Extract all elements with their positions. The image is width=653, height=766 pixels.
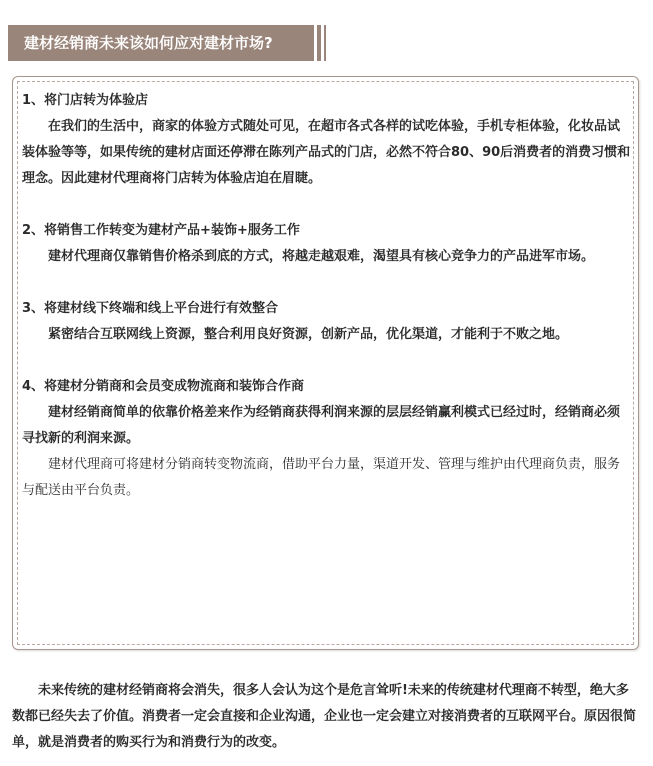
header-stripe xyxy=(317,25,321,61)
page-title: 建材经销商未来该如何应对建材市场? xyxy=(24,34,273,52)
section-paragraph: 建材代理商仅靠销售价格杀到底的方式，将越走越艰难，渴望具有核心竞争力的产品进军市场。 xyxy=(48,249,595,264)
section-title-1: 1、将门店转为体验店 xyxy=(22,93,149,108)
section-header xyxy=(8,25,326,61)
section-title-3: 3、将建材线下终端和线上平台进行有效整合 xyxy=(22,301,279,316)
header-stripe xyxy=(324,25,326,61)
section-paragraph: 紧密结合互联网线上资源，整合利用良好资源，创新产品，优化渠道，才能利于不败之地。 xyxy=(48,327,569,342)
closing-paragraph: 未来传统的建材经销商将会消失，很多人会认为这个是危言耸听!未来的传统建材代理商不转型，绝大多数都已经失去了价值。消费者一定会直接和企业沟通，企业也一定会建立对接消费者的互联网平台。原因很简单，就是消费者的购买行为和消费行为的改变。 xyxy=(12,683,637,750)
content-body xyxy=(22,88,632,504)
section-title-2: 2、将销售工作转变为建材产品+装饰+服务工作 xyxy=(22,223,300,238)
section-paragraph: 在我们的生活中，商家的体验方式随处可见，在超市各式各样的试吃体验，手机专柜体验，化妆品试装体验等等，如果传统的建材店面还停滞在陈列产品式的门店，必然不符合80、90后消费者的消费习惯和理念。因此建材代理商将门店转为体验店迫在眉睫。 xyxy=(22,119,631,186)
section-paragraph: 建材经销商简单的依靠价格差来作为经销商获得利润来源的层层经销赢利模式已经过时，经销商必须寻找新的利润来源。 xyxy=(22,405,621,446)
section-title-4: 4、将建材分销商和会员变成物流商和装饰合作商 xyxy=(22,379,305,394)
section-paragraph: 建材代理商可将建材分销商转变物流商，借助平台力量，渠道开发、管理与维护由代理商负责，服务与配送由平台负责。 xyxy=(22,457,621,498)
